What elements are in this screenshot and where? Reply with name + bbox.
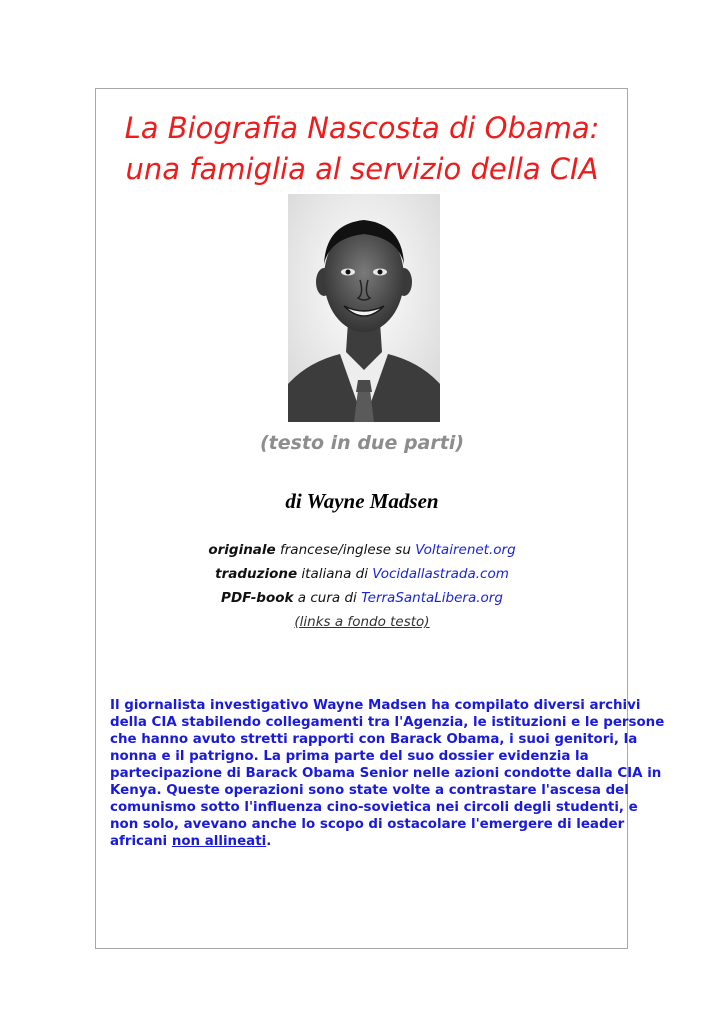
portrait-photo <box>288 194 440 422</box>
credit-label: PDF-book <box>221 590 294 606</box>
abstract-last-prefix: africani <box>110 834 172 849</box>
credit-link-vocidallastrada[interactable]: Vocidallastrada.com <box>372 566 509 582</box>
credit-translation <box>0 562 724 586</box>
abstract-line: della CIA stabilendo collegamenti tra l'Agenzia, le istituzioni e le persone <box>110 715 665 730</box>
credit-label: traduzione <box>215 566 298 582</box>
credit-link-terrasantalibera[interactable]: TerraSantaLibera.org <box>361 590 503 606</box>
abstract-paragraph <box>110 697 665 850</box>
title-line-2: una famiglia al servizio della CIA <box>125 152 599 186</box>
credit-original <box>0 538 724 562</box>
abstract-line: non solo, avevano anche lo scopo di ostacolare l'emergere di leader <box>110 817 625 832</box>
credit-text: italiana di <box>297 566 373 582</box>
links-note <box>0 610 724 634</box>
title-line-1: La Biografia Nascosta di Obama: <box>124 111 600 145</box>
abstract-line: che hanno avuto stretti rapporti con Barack Obama, i suoi genitori, la <box>110 732 638 747</box>
abstract-line: Il giornalista investigativo Wayne Madsen ha compilato diversi archivi <box>110 698 641 713</box>
abstract-last-line <box>110 833 618 850</box>
credit-pdf <box>0 586 724 610</box>
credit-text: francese/inglese su <box>275 542 416 558</box>
author: di Wayne Madsen <box>285 489 439 513</box>
abstract-line: partecipazione di Barack Obama Senior nelle azioni condotte dalla CIA in <box>110 766 662 781</box>
abstract-line: Kenya. Queste operazioni sono state volte a contrastare l'ascesa del <box>110 783 629 798</box>
links-note-text[interactable]: (links a fondo testo) <box>294 614 430 630</box>
abstract-last-suffix: . <box>266 834 272 849</box>
abstract-line: comunismo sotto l'influenza cino-sovietica nei circoli degli studenti, e <box>110 800 638 815</box>
credit-text: a cura di <box>293 590 362 606</box>
non-allineati-link[interactable]: non allineati <box>171 834 267 849</box>
abstract-line: nonna e il patrigno. La prima parte del suo dossier evidenzia la <box>110 749 589 764</box>
subtitle: (testo in due parti) <box>259 432 465 454</box>
credit-label: originale <box>208 542 276 558</box>
credit-link-voltairenet[interactable]: Voltairenet.org <box>415 542 516 558</box>
